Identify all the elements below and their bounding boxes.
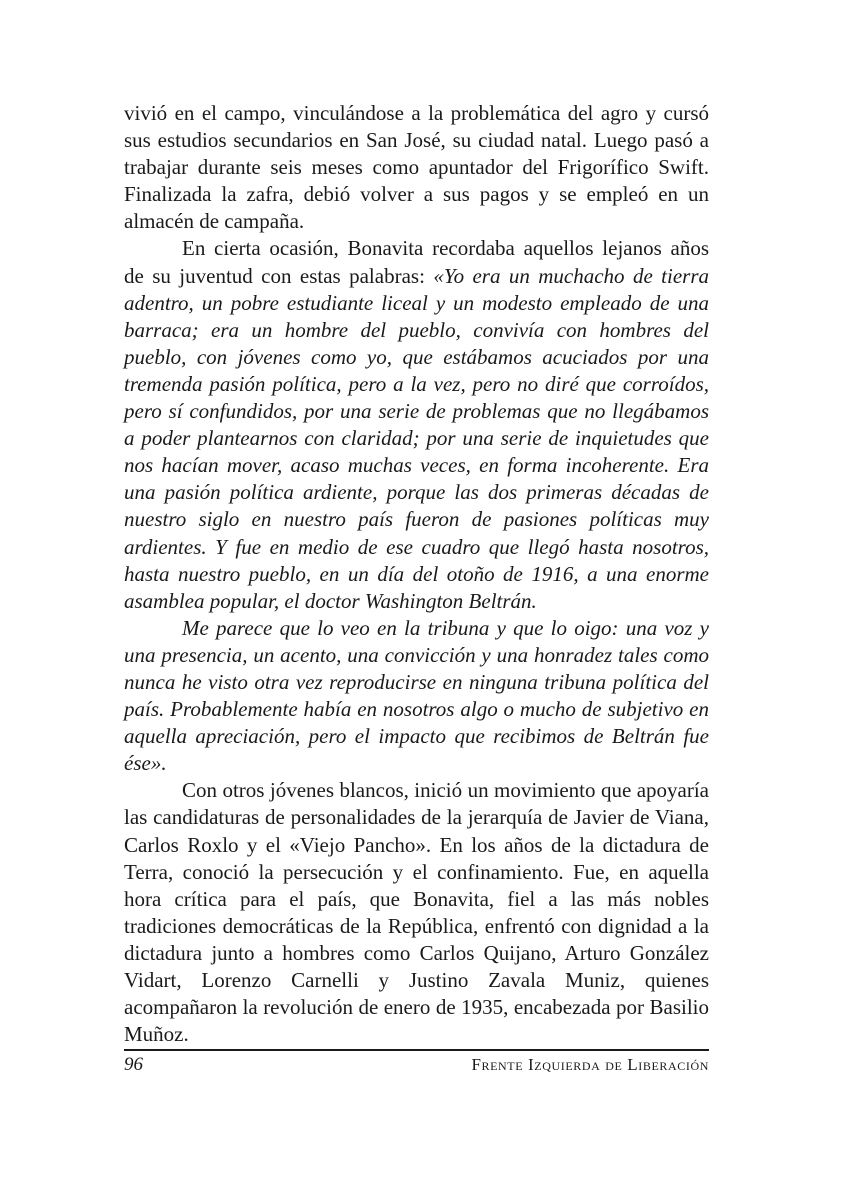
paragraph-2 — [124, 235, 709, 614]
paragraph-2-quote: «Yo era un muchacho de tierra adentro, un pobre estudiante liceal y un modesto empleado de una barraca; era un hombre del pueblo, convivía con hombres del pueblo, con jóvenes como yo, que estábamos acuciados por una tremenda pasión política, pero a la vez, pero no diré que corroídos, pero sí confundidos, por una serie de problemas que no llegábamos a poder plantearnos con claridad; por una serie de inquietudes que nos hacían mover, acaso muchas veces, en forma incoherente. Era una pasión política ardiente, porque las dos primeras décadas de nuestro siglo en nuestro país fueron de pasiones políticas muy ardientes. Y fue en medio de ese cuadro que llegó hasta nosotros, hasta nuestro pueblo, en un día del otoño de 1916, a una enorme asamblea popular, el doctor Washington Beltrán. — [124, 263, 710, 613]
paragraph-2-intro: En cierta ocasión, Bonavita recordaba aquellos lejanos años de su juventud con estas palabras: — [124, 236, 709, 288]
paragraph-3-quote: Me parece que lo veo en la tribuna y que lo oigo: una voz y una presencia, un acento, una convicción y una honradez tales como nunca he visto otra vez reproducirse en ninguna tribuna política del país. Probablemente había en nosotros algo o mucho de subjetivo en aquella apreciación, pero el impacto que recibimos de Beltrán fue ése». — [124, 615, 709, 776]
page-number: 96 — [124, 1054, 143, 1075]
page-footer — [124, 1049, 709, 1076]
page-body — [124, 100, 709, 1048]
running-title: Frente Izquierda de Liberación — [471, 1055, 709, 1074]
paragraph-4: Con otros jóvenes blancos, inició un movimiento que apoyaría las candidaturas de personalidades de la jerarquía de Javier de Viana, Carlos Roxlo y el «Viejo Pancho». En los años de la dictadura de Terra, conoció la persecución y el confinamiento. Fue, en aquella hora crítica para el país, que Bonavita, fiel a las más nobles tradiciones democráticas de la República, enfrentó con dignidad a la dictadura junto a hombres como Carlos Quijano, Arturo González Vidart, Lorenzo Carnelli y Justino Zavala Muniz, quienes acompañaron la revolución de enero de 1935, encabezada por Basilio Muñoz. — [124, 778, 709, 1047]
paragraph-1: vivió en el campo, vinculándose a la problemática del agro y cursó sus estudios secundarios en San José, su ciudad natal. Luego pasó a trabajar durante seis meses como apuntador del Frigorífico Swift. Finalizada la zafra, debió volver a sus pagos y se empleó en un almacén de campaña. — [124, 101, 709, 234]
